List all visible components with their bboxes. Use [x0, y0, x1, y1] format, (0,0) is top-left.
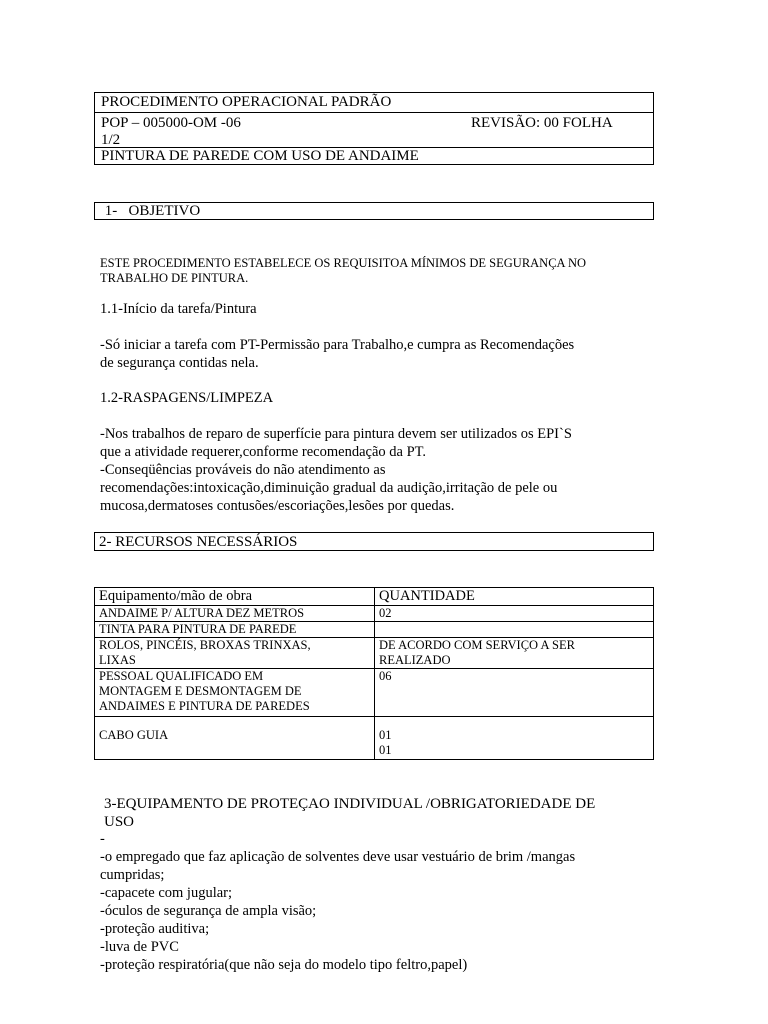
- text-line: -Conseqüências prováveis do não atendimento as: [100, 462, 386, 478]
- cell-line: 01: [379, 743, 392, 757]
- table-row: [95, 622, 654, 638]
- objective-line: ESTE PROCEDIMENTO ESTABELECE OS REQUISITOA MÍNIMOS DE SEGURANÇA NO: [100, 256, 587, 270]
- objective-line: TRABALHO DE PINTURA.: [100, 271, 249, 285]
- section3-heading: [104, 795, 664, 831]
- column-header-equipment: Equipamento/mão de obra: [95, 588, 375, 606]
- text-line: recomendações:intoxicação,diminuição gradual da audição,irritação de pele ou: [100, 480, 558, 496]
- table-cell-item: TINTA PARA PINTURA DE PAREDE: [95, 622, 375, 638]
- page-title: PROCEDIMENTO OPERACIONAL PADRÃO: [101, 94, 392, 110]
- table-cell-qty: [375, 717, 654, 760]
- cell-line: ROLOS, PINCÉIS, BROXAS TRINXAS,: [99, 638, 311, 652]
- section2-heading: 2- RECURSOS NECESSÁRIOS: [99, 534, 298, 550]
- list-item: -o empregado que faz aplicação de solventes deve usar vestuário de brim /mangas: [100, 849, 576, 865]
- cell-line: DE ACORDO COM SERVIÇO A SER: [379, 638, 575, 652]
- table-cell-qty: 06: [375, 669, 654, 717]
- list-item: -óculos de segurança de ampla visão;: [100, 903, 317, 919]
- list-item: cumpridas;: [100, 867, 165, 883]
- table-cell-item: [95, 638, 375, 669]
- header-box: [94, 92, 654, 165]
- page-number: 1/2: [101, 132, 121, 148]
- document-subject: PINTURA DE PAREDE COM USO DE ANDAIME: [101, 148, 419, 164]
- table-row: [95, 717, 654, 760]
- list-item: -capacete com jugular;: [100, 885, 233, 901]
- text-line: -Nos trabalhos de reparo de superfície para pintura devem ser utilizados os EPI`S: [100, 426, 572, 442]
- header-title-row: [95, 93, 653, 113]
- revision-label: REVISÃO: 00 FOLHA: [471, 115, 613, 131]
- text-line: mucosa,dermatoses contusões/escoriações,lesões por quedas.: [100, 498, 455, 514]
- text-line: de segurança contidas nela.: [100, 355, 259, 371]
- cell-line: MONTAGEM E DESMONTAGEM DE: [99, 684, 302, 698]
- list-item: -proteção auditiva;: [100, 921, 210, 937]
- cell-line: PESSOAL QUALIFICADO EM: [99, 669, 264, 683]
- ppe-list: [100, 830, 670, 974]
- objective-text: [100, 256, 660, 286]
- table-row: [95, 638, 654, 669]
- header-subject-row: [95, 148, 653, 165]
- text-line: que a atividade requerer,conforme recomendação da PT.: [100, 444, 427, 460]
- heading-line: 3-EQUIPAMENTO DE PROTEÇAO INDIVIDUAL /OBRIGATORIEDADE DE: [104, 796, 596, 812]
- subsection-1-1-heading: 1.1-Início da tarefa/Pintura: [100, 301, 257, 317]
- table-cell-item: [95, 717, 375, 760]
- resources-table: [94, 587, 654, 760]
- cell-line: 01: [379, 728, 392, 742]
- cell-line: CABO GUIA: [99, 728, 169, 742]
- subsection-1-2-text: [100, 425, 670, 515]
- document-code: POP – 005000-OM -06: [101, 115, 241, 131]
- subsection-1-1-text: [100, 336, 670, 372]
- section1-heading-box: [94, 202, 654, 220]
- table-row: [95, 669, 654, 717]
- cell-line: LIXAS: [99, 653, 136, 667]
- cell-line: ANDAIMES E PINTURA DE PAREDES: [99, 699, 310, 713]
- table-cell-qty: 02: [375, 606, 654, 622]
- text-line: -Só iniciar a tarefa com PT-Permissão para Trabalho,e cumpra as Recomendações: [100, 337, 575, 353]
- table-row: [95, 606, 654, 622]
- table-cell-item: ANDAIME P/ ALTURA DEZ METROS: [95, 606, 375, 622]
- cell-line: REALIZADO: [379, 653, 451, 667]
- table-cell-qty: [375, 622, 654, 638]
- column-header-quantity: QUANTIDADE: [375, 588, 654, 606]
- header-code-row: [95, 113, 653, 148]
- heading-line: USO: [104, 814, 135, 830]
- table-cell-item: [95, 669, 375, 717]
- section2-heading-box: [94, 532, 654, 551]
- table-header-row: [95, 588, 654, 606]
- list-item: -proteção respiratória(que não seja do modelo tipo feltro,papel): [100, 957, 468, 973]
- subsection-1-2-heading: 1.2-RASPAGENS/LIMPEZA: [100, 390, 274, 406]
- list-item: -luva de PVC: [100, 939, 179, 955]
- section1-heading: 1- OBJETIVO: [101, 203, 201, 219]
- table-cell-qty: [375, 638, 654, 669]
- list-item: -: [100, 831, 105, 847]
